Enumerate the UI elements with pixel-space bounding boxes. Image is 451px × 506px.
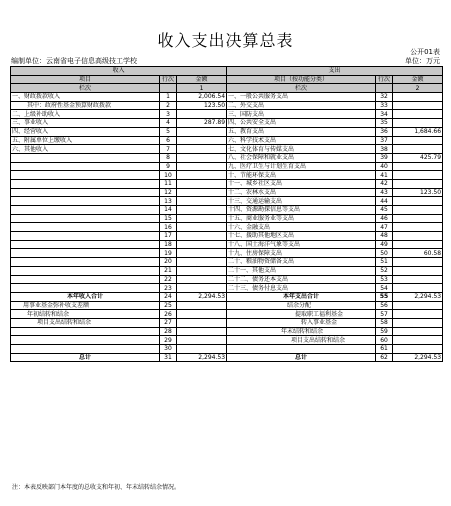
income-adjustment-item xyxy=(11,345,160,354)
expense-item: 十一、城乡社区支出 xyxy=(227,179,376,188)
income-amount xyxy=(177,345,227,354)
expense-amount xyxy=(393,162,443,171)
expense-item: 二十二、债务还本支出 xyxy=(227,275,376,284)
expense-row-number: 52 xyxy=(376,266,393,275)
expense-section-header: 支出 xyxy=(227,67,443,76)
expense-amount xyxy=(393,110,443,119)
income-amount xyxy=(177,171,227,180)
income-row-number: 13 xyxy=(160,197,177,206)
income-row-number: 25 xyxy=(160,301,177,310)
income-row-number: 30 xyxy=(160,345,177,354)
income-amount xyxy=(177,232,227,241)
income-item xyxy=(11,284,160,293)
page-title: 收入支出决算总表 xyxy=(157,31,294,50)
expense-item: 十、节能环保支出 xyxy=(227,171,376,180)
income-grand-total-row-number: 31 xyxy=(160,353,177,362)
income-row-number: 10 xyxy=(160,171,177,180)
income-row-number: 6 xyxy=(160,136,177,145)
expense-item: 十六、金融支出 xyxy=(227,223,376,232)
table-row xyxy=(11,93,443,102)
header-row-sections xyxy=(11,67,443,76)
expense-adjustment-item: 年末结转和结余 xyxy=(227,327,376,336)
table-row xyxy=(11,240,443,249)
income-amount xyxy=(177,179,227,188)
income-amount xyxy=(177,266,227,275)
expense-col-label: 栏次 xyxy=(227,84,376,93)
expense-adjustment-item: 项目支出结转和结余 xyxy=(227,336,376,345)
expense-item: 二十、粮油物资储备支出 xyxy=(227,258,376,267)
table-row xyxy=(11,258,443,267)
income-item: 二、上级补助收入 xyxy=(11,110,160,119)
expense-amount xyxy=(393,345,443,354)
expense-col-blank xyxy=(376,84,393,93)
income-amount xyxy=(177,136,227,145)
expense-item: 四、公共安全支出 xyxy=(227,119,376,128)
table-row xyxy=(11,119,443,128)
income-expense-table xyxy=(10,66,443,362)
income-item xyxy=(11,153,160,162)
expense-row-number: 44 xyxy=(376,197,393,206)
income-adjustment-item: 年初结转和结余 xyxy=(11,310,160,319)
expense-total-label: 本年支出合计 xyxy=(227,292,376,301)
expense-item: 六、科学技术支出 xyxy=(227,136,376,145)
expense-adjustment-item: 结余分配 xyxy=(227,301,376,310)
expense-row-number: 47 xyxy=(376,223,393,232)
expense-amount xyxy=(393,214,443,223)
expense-item: 十七、援助其他地区支出 xyxy=(227,232,376,241)
income-item xyxy=(11,258,160,267)
income-amount xyxy=(177,110,227,119)
income-item xyxy=(11,232,160,241)
table-row xyxy=(11,171,443,180)
table-row xyxy=(11,266,443,275)
income-row-number: 3 xyxy=(160,110,177,119)
expense-grand-total-row-number: 62 xyxy=(376,353,393,362)
income-rowno-header: 行次 xyxy=(160,75,177,84)
totals-row xyxy=(11,292,443,301)
expense-row-number: 33 xyxy=(376,101,393,110)
income-row-number: 26 xyxy=(160,310,177,319)
income-row-number: 29 xyxy=(160,336,177,345)
income-amount xyxy=(177,162,227,171)
table-row xyxy=(11,179,443,188)
income-total-amount: 2,294.53 xyxy=(177,292,227,301)
expense-row-number: 49 xyxy=(376,240,393,249)
grand-total-row xyxy=(11,353,443,362)
income-item xyxy=(11,214,160,223)
expense-row-number: 56 xyxy=(376,301,393,310)
table-row xyxy=(11,327,443,336)
expense-amount xyxy=(393,327,443,336)
expense-amount xyxy=(393,197,443,206)
expense-row-number: 34 xyxy=(376,110,393,119)
expense-rowno-header: 行次 xyxy=(376,75,393,84)
expense-amount xyxy=(393,318,443,327)
header-row-columns xyxy=(11,75,443,84)
expense-total-amount: 2,294.53 xyxy=(393,292,443,301)
expense-adjustment-item xyxy=(227,345,376,354)
expense-row-number: 41 xyxy=(376,171,393,180)
income-amount xyxy=(177,153,227,162)
footnote: 注：本表反映部门本年度的总收支和年初、年末结转结余情况。 xyxy=(12,484,181,491)
table-row xyxy=(11,110,443,119)
table-row xyxy=(11,206,443,215)
expense-row-number: 36 xyxy=(376,127,393,136)
expense-item: 九、医疗卫生与计划生育支出 xyxy=(227,162,376,171)
table-row xyxy=(11,197,443,206)
income-row-number: 8 xyxy=(160,153,177,162)
income-item xyxy=(11,206,160,215)
form-code: 公开01表 xyxy=(410,48,440,56)
expense-grand-total-label: 总计 xyxy=(227,353,376,362)
table-row xyxy=(11,223,443,232)
income-adjustment-item xyxy=(11,327,160,336)
income-item xyxy=(11,275,160,284)
income-row-number: 7 xyxy=(160,145,177,154)
income-row-number: 5 xyxy=(160,127,177,136)
table-row xyxy=(11,145,443,154)
income-adjustment-item: 用事业基金弥补收支差额 xyxy=(11,301,160,310)
income-col-label: 栏次 xyxy=(11,84,160,93)
expense-amount xyxy=(393,119,443,128)
expense-amount xyxy=(393,336,443,345)
expense-amount xyxy=(393,101,443,110)
income-amount xyxy=(177,301,227,310)
expense-item: 七、文化体育与传媒支出 xyxy=(227,145,376,154)
income-row-number: 1 xyxy=(160,93,177,102)
income-item: 六、其他收入 xyxy=(11,145,160,154)
expense-item: 一、一般公共服务支出 xyxy=(227,93,376,102)
expense-item: 十二、农林水支出 xyxy=(227,188,376,197)
table-row xyxy=(11,301,443,310)
expense-item: 十五、商业服务业等支出 xyxy=(227,214,376,223)
expense-amount xyxy=(393,93,443,102)
expense-row-number: 45 xyxy=(376,206,393,215)
expense-amount xyxy=(393,232,443,241)
expense-row-number: 39 xyxy=(376,153,393,162)
income-grand-total-amount: 2,294.53 xyxy=(177,353,227,362)
expense-col-number: 2 xyxy=(393,84,443,93)
income-item xyxy=(11,197,160,206)
income-row-number: 14 xyxy=(160,206,177,215)
expense-amount xyxy=(393,266,443,275)
income-row-number: 21 xyxy=(160,266,177,275)
table-row xyxy=(11,214,443,223)
expense-row-number: 40 xyxy=(376,162,393,171)
expense-amount xyxy=(393,171,443,180)
expense-row-number: 37 xyxy=(376,136,393,145)
income-item: 其中：政府性基金预算财政拨款 xyxy=(11,101,160,110)
income-item xyxy=(11,249,160,258)
income-col-number: 1 xyxy=(177,84,227,93)
expense-item: 十九、住房保障支出 xyxy=(227,249,376,258)
income-row-number: 12 xyxy=(160,188,177,197)
table-row xyxy=(11,249,443,258)
expense-item: 十八、国土海洋气象等支出 xyxy=(227,240,376,249)
expense-adjustment-item: 提取职工福利基金 xyxy=(227,310,376,319)
income-item: 五、附属单位上缴收入 xyxy=(11,136,160,145)
expense-row-number: 59 xyxy=(376,327,393,336)
expense-row-number: 38 xyxy=(376,145,393,154)
income-amount xyxy=(177,223,227,232)
income-item xyxy=(11,171,160,180)
income-amount xyxy=(177,327,227,336)
income-total-label: 本年收入合计 xyxy=(11,292,160,301)
expense-amount xyxy=(393,240,443,249)
table-row xyxy=(11,232,443,241)
income-amount xyxy=(177,258,227,267)
income-row-number: 4 xyxy=(160,119,177,128)
expense-amount xyxy=(393,301,443,310)
expense-row-number: 51 xyxy=(376,258,393,267)
expense-item: 三、国防支出 xyxy=(227,110,376,119)
income-grand-total-label: 总计 xyxy=(11,353,160,362)
expense-item: 五、教育支出 xyxy=(227,127,376,136)
income-amount: 2,006.54 xyxy=(177,93,227,102)
expense-amount xyxy=(393,145,443,154)
expense-amount xyxy=(393,179,443,188)
income-item xyxy=(11,188,160,197)
income-amount xyxy=(177,145,227,154)
table-row xyxy=(11,284,443,293)
income-item xyxy=(11,179,160,188)
income-amount xyxy=(177,188,227,197)
expense-amount: 123.50 xyxy=(393,188,443,197)
income-item xyxy=(11,240,160,249)
table-row xyxy=(11,310,443,319)
expense-item: 二十三、债务付息支出 xyxy=(227,284,376,293)
income-row-number: 28 xyxy=(160,327,177,336)
income-amount xyxy=(177,310,227,319)
expense-row-number: 57 xyxy=(376,310,393,319)
income-amount xyxy=(177,275,227,284)
expense-item: 十四、资源勘探信息等支出 xyxy=(227,206,376,215)
expense-amount: 60.58 xyxy=(393,249,443,258)
expense-amount xyxy=(393,310,443,319)
table-row xyxy=(11,188,443,197)
income-amount xyxy=(177,240,227,249)
income-amount xyxy=(177,197,227,206)
expense-item: 十三、交通运输支出 xyxy=(227,197,376,206)
income-item: 四、经营收入 xyxy=(11,127,160,136)
income-amount xyxy=(177,127,227,136)
expense-amount xyxy=(393,136,443,145)
expense-adjustment-item: 转入事业基金 xyxy=(227,318,376,327)
income-row-number: 19 xyxy=(160,249,177,258)
expense-row-number: 42 xyxy=(376,179,393,188)
income-item: 一、财政拨款收入 xyxy=(11,93,160,102)
income-adjustment-item: 项目支出结转和结余 xyxy=(11,318,160,327)
income-col-blank xyxy=(160,84,177,93)
expense-row-number: 54 xyxy=(376,284,393,293)
header-row-colnums xyxy=(11,84,443,93)
table-row xyxy=(11,101,443,110)
currency-unit: 单位：万元 xyxy=(405,57,440,65)
income-item xyxy=(11,266,160,275)
income-section-header: 收入 xyxy=(11,67,227,76)
income-row-number: 15 xyxy=(160,214,177,223)
expense-amount xyxy=(393,206,443,215)
income-amount xyxy=(177,318,227,327)
expense-row-number: 43 xyxy=(376,188,393,197)
income-item xyxy=(11,162,160,171)
income-row-number: 22 xyxy=(160,275,177,284)
income-item xyxy=(11,223,160,232)
expense-item: 八、社会保障和就业支出 xyxy=(227,153,376,162)
expense-row-number: 46 xyxy=(376,214,393,223)
income-row-number: 27 xyxy=(160,318,177,327)
income-amount xyxy=(177,284,227,293)
income-amount xyxy=(177,336,227,345)
expense-row-number: 48 xyxy=(376,232,393,241)
expense-amount xyxy=(393,223,443,232)
income-item-header: 项目 xyxy=(11,75,160,84)
table-row xyxy=(11,336,443,345)
income-row-number: 2 xyxy=(160,101,177,110)
income-amount-header: 金额 xyxy=(177,75,227,84)
income-adjustment-item xyxy=(11,336,160,345)
expense-amount xyxy=(393,258,443,267)
income-row-number: 20 xyxy=(160,258,177,267)
income-row-number: 16 xyxy=(160,223,177,232)
income-row-number: 18 xyxy=(160,240,177,249)
compiling-unit: 编制单位：云南省电子信息高级技工学校 xyxy=(11,57,137,65)
expense-item: 二十一、其他支出 xyxy=(227,266,376,275)
income-row-number: 23 xyxy=(160,284,177,293)
expense-row-number: 50 xyxy=(376,249,393,258)
expense-amount: 1,684.66 xyxy=(393,127,443,136)
expense-total-row-number: 55 xyxy=(376,292,393,301)
expense-item-header: 项目（按功能分类） xyxy=(227,75,376,84)
expense-amount xyxy=(393,284,443,293)
income-amount xyxy=(177,214,227,223)
income-amount: 287.89 xyxy=(177,119,227,128)
table-row xyxy=(11,275,443,284)
income-row-number: 17 xyxy=(160,232,177,241)
expense-amount xyxy=(393,275,443,284)
table-row xyxy=(11,127,443,136)
income-item: 三、事业收入 xyxy=(11,119,160,128)
expense-item: 二、外交支出 xyxy=(227,101,376,110)
table-row xyxy=(11,136,443,145)
expense-amount: 425.79 xyxy=(393,153,443,162)
expense-row-number: 53 xyxy=(376,275,393,284)
table-row xyxy=(11,345,443,354)
expense-row-number: 58 xyxy=(376,318,393,327)
expense-row-number: 60 xyxy=(376,336,393,345)
expense-grand-total-amount: 2,294.53 xyxy=(393,353,443,362)
table-row xyxy=(11,162,443,171)
table-row xyxy=(11,153,443,162)
income-amount xyxy=(177,249,227,258)
income-row-number: 11 xyxy=(160,179,177,188)
table-row xyxy=(11,318,443,327)
income-row-number: 9 xyxy=(160,162,177,171)
expense-row-number: 32 xyxy=(376,93,393,102)
income-amount xyxy=(177,206,227,215)
income-amount: 123.50 xyxy=(177,101,227,110)
expense-amount-header: 金额 xyxy=(393,75,443,84)
expense-row-number: 61 xyxy=(376,345,393,354)
expense-row-number: 35 xyxy=(376,119,393,128)
income-total-row-number: 24 xyxy=(160,292,177,301)
